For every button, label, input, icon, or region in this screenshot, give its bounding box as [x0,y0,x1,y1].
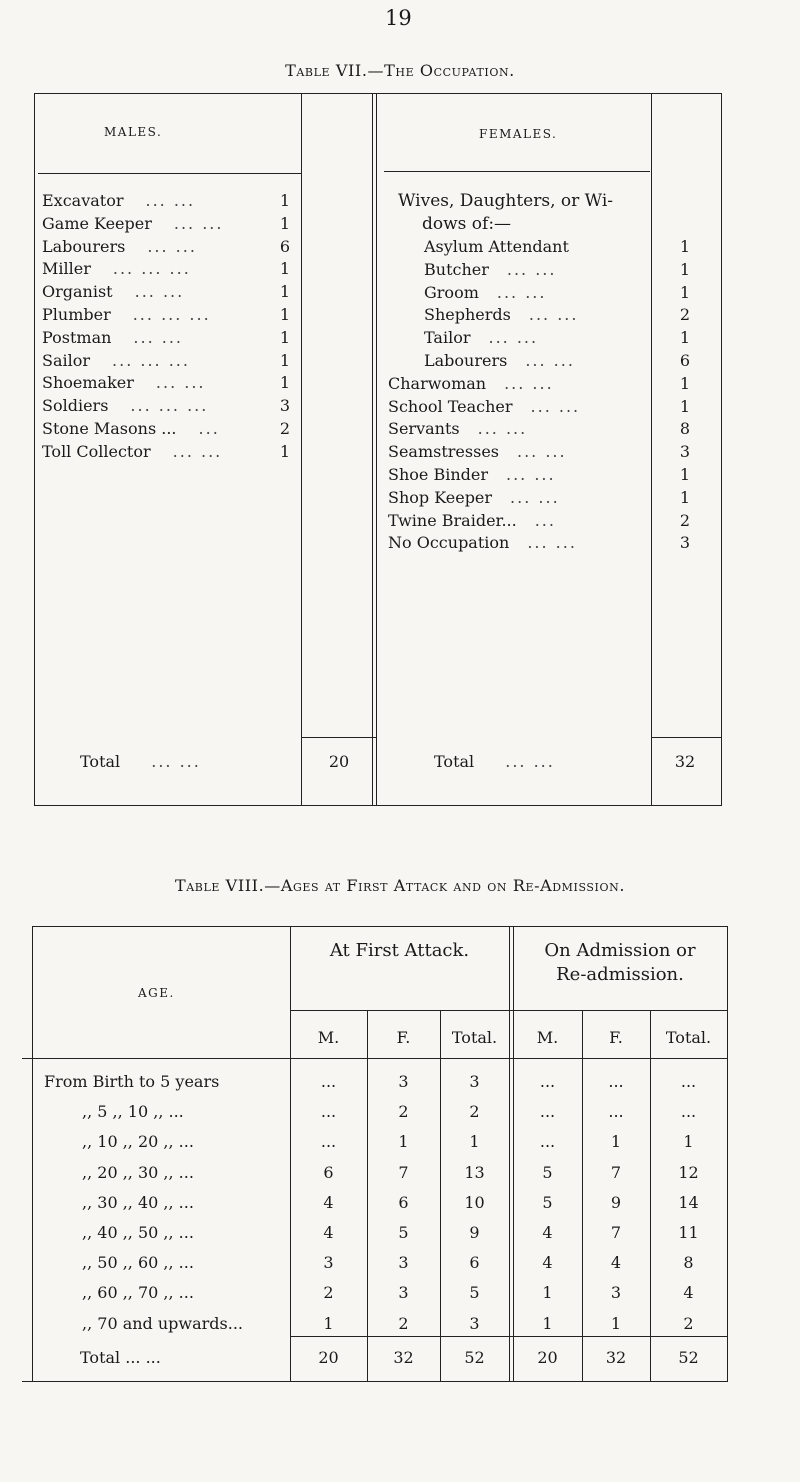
occupation-label: Servants [388,419,460,438]
page-number: 19 [385,6,412,30]
age-count-cell: 3 [469,1072,480,1091]
age-count-cell: 13 [464,1163,485,1182]
males-header: MALES. [104,125,163,139]
occupation-label: Toll Collector [42,442,151,461]
leader-dots: ... ... ... [132,305,211,324]
leader-dots: ... ... [477,419,528,438]
occupation-count: 1 [679,465,691,484]
table-rule [384,171,650,172]
females-intro-line1: Wives, Daughters, or Wi- [398,191,614,211]
leader-dots: ... ... [525,351,575,370]
age-range-label: ,, 50 ,, 60 ,, ... [82,1253,194,1272]
occupation-label: Labourers [42,237,126,256]
age-count-cell: 14 [678,1193,699,1212]
age-count-cell: 1 [683,1132,694,1151]
readmission-m-header: M. [536,1028,559,1047]
male-occupation-row [42,237,197,256]
occupation-label: Charwoman [388,374,487,393]
occupation-label: Stone Masons ... [42,419,177,438]
occupation-label: Soldiers [42,396,109,415]
table-rule [509,926,510,1381]
total-ra-f: 32 [605,1348,627,1367]
age-count-cell: 7 [610,1163,622,1182]
first-attack-f-header: F. [396,1028,411,1047]
age-count-cell: 5 [469,1283,480,1302]
age-count-cell: 2 [683,1314,694,1333]
age-count-cell: ... [680,1102,697,1121]
females-total-value: 32 [674,752,696,771]
age-count-cell: 7 [398,1163,409,1182]
occupation-count: 1 [279,191,291,210]
occupation-count: 1 [279,282,291,301]
occupation-label: Asylum Attendant [424,237,569,256]
occupation-count: 1 [279,214,291,233]
table-rule [32,926,728,927]
occupation-label: Groom [424,283,479,302]
occupation-count: 2 [679,511,691,530]
leader-dots: ... ... ... [130,396,209,415]
occupation-label: School Teacher [388,397,513,416]
female-occupation-row [424,237,587,256]
age-range-label: ,, 60 ,, 70 ,, ... [82,1283,194,1302]
age-count-cell: 12 [678,1163,699,1182]
age-header: AGE. [138,986,175,1000]
occupation-label: Organist [42,282,113,301]
age-count-cell: ... [320,1072,337,1091]
table-rule [22,1381,728,1382]
leader-dots: ... ... [133,328,184,347]
male-occupation-row [42,351,190,370]
table-rule [652,737,722,738]
female-occupation-row [388,533,577,552]
age-range-label: From Birth to 5 years [44,1072,220,1091]
table-viii-title [0,876,800,895]
age-total-label: Total ... ... [80,1348,161,1367]
age-range-label: ,, 10 ,, 20 ,, ... [82,1132,194,1151]
occupation-label: Shoemaker [42,373,134,392]
total-fa-f: 32 [393,1348,414,1367]
leader-dots: ... ... ... [112,351,190,370]
male-occupation-row [42,191,195,210]
age-count-cell: 2 [469,1102,480,1121]
table-rule [32,926,33,1381]
age-range-label: ,, 20 ,, 30 ,, ... [82,1163,194,1182]
age-range-label: ,, 40 ,, 50 ,, ... [82,1223,194,1242]
female-occupation-row [388,511,556,530]
table-rule [513,926,514,1381]
males-total-text: Total [80,752,121,771]
age-count-cell: 1 [610,1314,622,1333]
occupation-table [34,93,722,805]
age-count-cell: 5 [398,1223,409,1242]
age-range-label: ,, 70 and upwards... [82,1314,244,1333]
occupation-count: 1 [279,373,291,392]
occupation-label: Miller [42,259,91,278]
age-count-cell: 6 [398,1193,409,1212]
females-intro-line2: dows of:— [422,214,512,234]
age-range-label: ,, 5 ,, 10 ,, ... [82,1102,184,1121]
age-count-cell: ... [539,1072,556,1091]
age-range-label: ,, 30 ,, 40 ,, ... [82,1193,194,1212]
male-occupation-row [42,259,191,278]
age-count-cell: 1 [323,1314,334,1333]
occupation-count: 3 [679,533,691,552]
leader-dots: ... ... [506,260,557,279]
occupation-label: Butcher [424,260,489,279]
occupation-count: 6 [279,237,291,256]
table-rule [301,93,302,805]
occupation-count: 1 [679,283,691,302]
age-count-cell: 1 [542,1314,553,1333]
occupation-label: Tailor [424,328,471,347]
occupation-count: 1 [279,305,291,324]
table-rule [38,173,301,174]
age-count-cell: 5 [542,1163,553,1182]
leader-dots: ... ... [155,373,206,392]
table-rule [290,926,291,1381]
female-occupation-row [388,488,560,507]
females-header: FEMALES. [479,127,558,141]
females-total-text: Total [434,752,475,771]
leader-dots: ... ... [488,328,539,347]
occupation-count: 8 [679,419,691,438]
occupation-label: Postman [42,328,112,347]
table-rule [22,1058,728,1059]
age-count-cell: 4 [323,1193,334,1212]
ages-table [22,926,728,1382]
occupation-count: 1 [679,237,691,256]
age-count-cell: 3 [398,1283,409,1302]
occupation-count: 3 [679,442,691,461]
occupation-count: 1 [679,260,691,279]
leader-dots: ... ... [173,214,224,233]
male-occupation-row [42,442,222,461]
table-vii-title-prefix: Table VII.— [285,61,385,80]
table-rule [651,93,652,805]
male-occupation-row [42,328,183,347]
table-viii-title-main: Ages at First Attack and on Re-Admission. [280,876,626,895]
leader-dots: ... [198,419,220,438]
age-count-cell: ... [680,1072,697,1091]
female-occupation-row [388,465,556,484]
occupation-count: 1 [279,442,291,461]
age-count-cell: ... [539,1102,556,1121]
occupation-count: 2 [679,305,691,324]
age-count-cell: 7 [610,1223,622,1242]
female-occupation-row [424,305,578,324]
age-count-cell: 6 [323,1163,334,1182]
leader-dots: ... ... [147,237,197,256]
female-occupation-row [388,419,527,438]
occupation-count: 1 [679,328,691,347]
occupation-count: 3 [279,396,291,415]
leader-dots: ... ... [506,465,556,484]
age-count-cell: 4 [542,1223,553,1242]
occupation-label: Shop Keeper [388,488,493,507]
readmission-header-line2: Re-admission. [556,964,684,985]
female-occupation-row [424,351,575,370]
age-count-cell: 3 [398,1253,409,1272]
leader-dots: ... [534,511,556,530]
table-rule [301,737,376,738]
males-total-value: 20 [328,752,350,771]
female-occupation-row [388,442,567,461]
male-occupation-row [42,305,211,324]
leader-dots: ... ... [510,488,560,507]
age-count-cell: 1 [398,1132,409,1151]
leader-dots: ... ... [530,397,581,416]
females-total-dots: ... ... [505,752,555,771]
table-viii-title-prefix: Table VIII.— [174,876,281,895]
table-rule [372,93,373,805]
occupation-count: 1 [279,328,291,347]
males-total-dots: ... ... [151,752,201,771]
leader-dots: ... ... [517,442,567,461]
male-occupation-row [42,282,184,301]
age-count-cell: 4 [323,1223,334,1242]
occupation-count: 2 [279,419,291,438]
age-count-cell: 2 [398,1314,409,1333]
table-vii-title [0,61,800,80]
occupation-label: Sailor [42,351,91,370]
age-count-cell: ... [608,1102,624,1121]
leader-dots: ... ... [145,191,196,210]
occupation-label: No Occupation [388,533,510,552]
age-count-cell: 2 [323,1283,334,1302]
total-ra-t: 52 [678,1348,699,1367]
age-count-cell: ... [320,1132,337,1151]
table-rule [34,93,35,805]
total-fa-t: 52 [464,1348,485,1367]
occupation-label: Labourers [424,351,508,370]
table-rule [376,93,377,805]
total-ra-m: 20 [537,1348,558,1367]
occupation-label: Plumber [42,305,111,324]
age-count-cell: 11 [678,1223,699,1242]
readmission-total-header: Total. [665,1028,712,1047]
first-attack-total-header: Total. [451,1028,498,1047]
occupation-count: 1 [279,351,291,370]
table-rule [34,805,722,806]
occupation-count: 1 [279,259,291,278]
age-count-cell: 10 [464,1193,485,1212]
age-count-cell: 9 [610,1193,622,1212]
age-count-cell: 6 [469,1253,480,1272]
age-count-cell: 3 [398,1072,409,1091]
female-occupation-row [424,260,556,279]
readmission-header-line1: On Admission or [544,940,696,961]
leader-dots: ... ... [528,305,579,324]
age-count-cell: 9 [469,1223,480,1242]
leader-dots: ... ... [172,442,223,461]
males-total-label [80,752,201,771]
leader-dots: ... ... [134,282,185,301]
occupation-label: Twine Braider... [388,511,517,530]
total-fa-m: 20 [318,1348,339,1367]
table-rule [727,926,728,1381]
occupation-label: Excavator [42,191,124,210]
age-count-cell: 1 [469,1132,480,1151]
age-count-cell: 1 [610,1132,622,1151]
female-occupation-row [424,283,546,302]
first-attack-m-header: M. [317,1028,340,1047]
females-total-label [434,752,555,771]
age-count-cell: ... [320,1102,337,1121]
readmission-f-header: F. [609,1028,623,1047]
age-count-cell: 4 [610,1253,622,1272]
age-count-cell: 3 [323,1253,334,1272]
leader-dots: ... ... [504,374,554,393]
age-count-cell: ... [608,1072,624,1091]
age-count-cell: ... [539,1132,556,1151]
female-occupation-row [388,397,580,416]
male-occupation-row [42,396,208,415]
female-occupation-row [424,328,538,347]
occupation-label: Seamstresses [388,442,499,461]
age-count-cell: 2 [398,1102,409,1121]
age-count-cell: 4 [542,1253,553,1272]
leader-dots: ... ... [496,283,547,302]
leader-dots: ... ... ... [112,259,191,278]
age-count-cell: 4 [683,1283,694,1302]
female-occupation-row [388,374,554,393]
male-occupation-row [42,373,206,392]
age-count-cell: 3 [610,1283,622,1302]
occupation-count: 6 [679,351,691,370]
age-count-cell: 1 [542,1283,553,1302]
first-attack-header: At First Attack. [329,940,470,961]
male-occupation-row [42,214,223,233]
age-count-cell: 3 [469,1314,480,1333]
occupation-label: Shoe Binder [388,465,488,484]
table-rule [721,93,722,805]
occupation-count: 1 [679,488,691,507]
occupation-count: 1 [679,397,691,416]
age-count-cell: 5 [542,1193,553,1212]
table-vii-title-main: The Occupation. [384,61,515,80]
occupation-label: Shepherds [424,305,511,324]
occupation-count: 1 [679,374,691,393]
leader-dots: ... ... [527,533,577,552]
occupation-label: Game Keeper [42,214,152,233]
table-rule [34,93,722,94]
male-occupation-row [42,419,220,438]
age-count-cell: 8 [683,1253,694,1272]
